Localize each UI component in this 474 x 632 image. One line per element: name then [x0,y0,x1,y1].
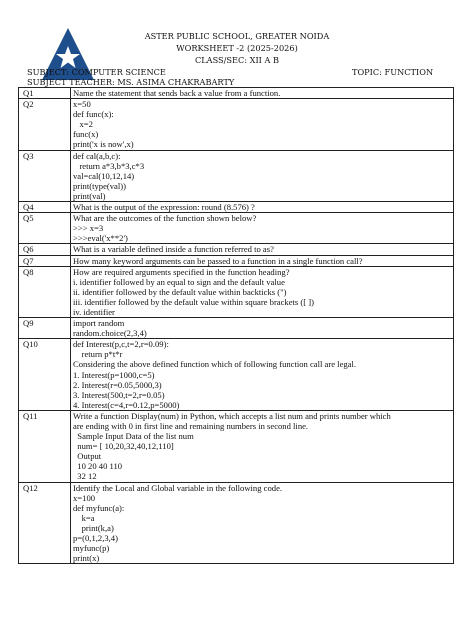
question-line: print(k,a) [73,522,114,533]
question-line: Identify the Local and Global variable in the following code. [73,482,283,493]
question-text [71,255,454,266]
question-text [71,202,454,213]
question-line: ii. identifier followed by the default value within backticks (") [73,286,287,297]
question-line: >>> x=3 [73,223,104,234]
question-row [19,482,454,564]
question-line: val=cal(10,12,14) [73,170,135,181]
teacher-label: SUBJECT TEACHER: MS. ASIMA CHAKRABARTY [27,77,235,87]
subject-label: SUBJECT: COMPUTER SCIENCE [27,67,166,77]
question-number: Q5 [19,213,71,244]
question-number: Q3 [19,150,71,201]
question-text [71,266,454,317]
question-row [19,99,454,150]
question-number: Q6 [19,244,71,255]
question-line: 4. Interest(c=4,r=0.12,p=5000) [73,399,180,410]
questions-table [18,87,454,564]
question-line: num= [ 10,20,32,40,12,110] [73,441,174,452]
question-line: p=(0,1,2,3,4) [73,533,118,544]
question-text [71,213,454,244]
question-row [19,266,454,317]
question-text [71,88,454,99]
topic-label: TOPIC: FUNCTION [352,67,434,77]
question-line: 32 12 [73,471,97,482]
question-line: iii. identifier followed by the default value within square brackets ([ ]) [73,296,315,307]
question-text [71,482,454,564]
question-number: Q2 [19,99,71,150]
question-line: What are the outcomes of the function shown below? [73,213,257,224]
question-line: def Interest(p,c,t=2,r=0.09): [73,339,169,350]
question-line: How are required arguments specified in the function heading? [73,266,290,277]
question-line: func(x) [73,129,99,140]
class-section: CLASS/SEC: XII A B [194,55,280,65]
question-text [71,244,454,255]
question-row [19,88,454,99]
question-line: 10 20 40 110 [73,461,123,472]
question-line: 3. Interest(500,t=2,r=0.05) [73,389,165,400]
school-name: ASTER PUBLIC SCHOOL, GREATER NOIDA [144,31,330,41]
question-line: 2. Interest(r=0.05,5000,3) [73,379,162,390]
question-line: print(x) [73,553,100,564]
question-line: def myfunc(a): [73,502,125,513]
question-line: k=a [73,512,95,523]
question-line: Write a function Display(num) in Python, which accepts a list num and prints number which [73,410,391,421]
question-line: are ending with 0 in first line and remaining numbers in second line. [73,421,309,431]
question-row [19,244,454,255]
question-line: 1. Interest(p=1000,c=5) [73,369,155,380]
question-row [19,213,454,244]
question-line: iv. identifier [73,306,115,317]
question-number: Q1 [19,88,71,99]
question-line: random.choice(2,3,4) [73,328,147,339]
question-text [71,318,454,339]
question-line: x=100 [73,492,96,503]
question-line: Sample Input Data of the list num [73,431,194,442]
question-row [19,202,454,213]
question-number: Q7 [19,255,71,266]
question-number: Q9 [19,318,71,339]
question-line: Output [73,451,102,462]
question-line: Name the statement that sends back a value from a function. [73,88,281,98]
question-line: def func(x): [73,109,114,120]
question-line: def cal(a,b,c): [73,150,121,161]
question-line: What is the output of the expression: round (8.576) ? [73,202,255,213]
question-line: x=50 [73,99,91,110]
question-number: Q11 [19,410,71,482]
question-number: Q4 [19,202,71,213]
question-line: return a*3,b*3,c*3 [73,160,145,171]
question-row [19,410,454,482]
question-line: x=2 [73,119,93,130]
question-row [19,150,454,201]
question-text [71,99,454,150]
worksheet-title: WORKSHEET -2 (2025-2026) [176,43,298,53]
question-row [19,255,454,266]
question-line: print(type(val)) [73,180,126,191]
question-number: Q8 [19,266,71,317]
question-line: >>>eval('x**2') [73,233,128,244]
question-number: Q12 [19,482,71,564]
question-text [71,339,454,411]
question-line: return p*t*r [73,349,123,360]
question-line: What is a variable defined inside a function referred to as? [73,244,274,255]
question-line: print(val) [73,190,106,201]
question-line: print('x is now',x) [73,139,134,150]
question-row [19,339,454,411]
question-line: i. identifier followed by an equal to sign and the default value [73,276,285,287]
question-text [71,410,454,482]
question-line: How many keyword arguments can be passed to a function in a single function call? [73,255,363,266]
question-line: myfunc(p) [73,543,110,554]
question-line: Considering the above defined function which of following function call are legal. [73,359,357,370]
question-number: Q10 [19,339,71,411]
question-row [19,318,454,339]
question-text [71,150,454,201]
question-line: import random [73,318,125,329]
